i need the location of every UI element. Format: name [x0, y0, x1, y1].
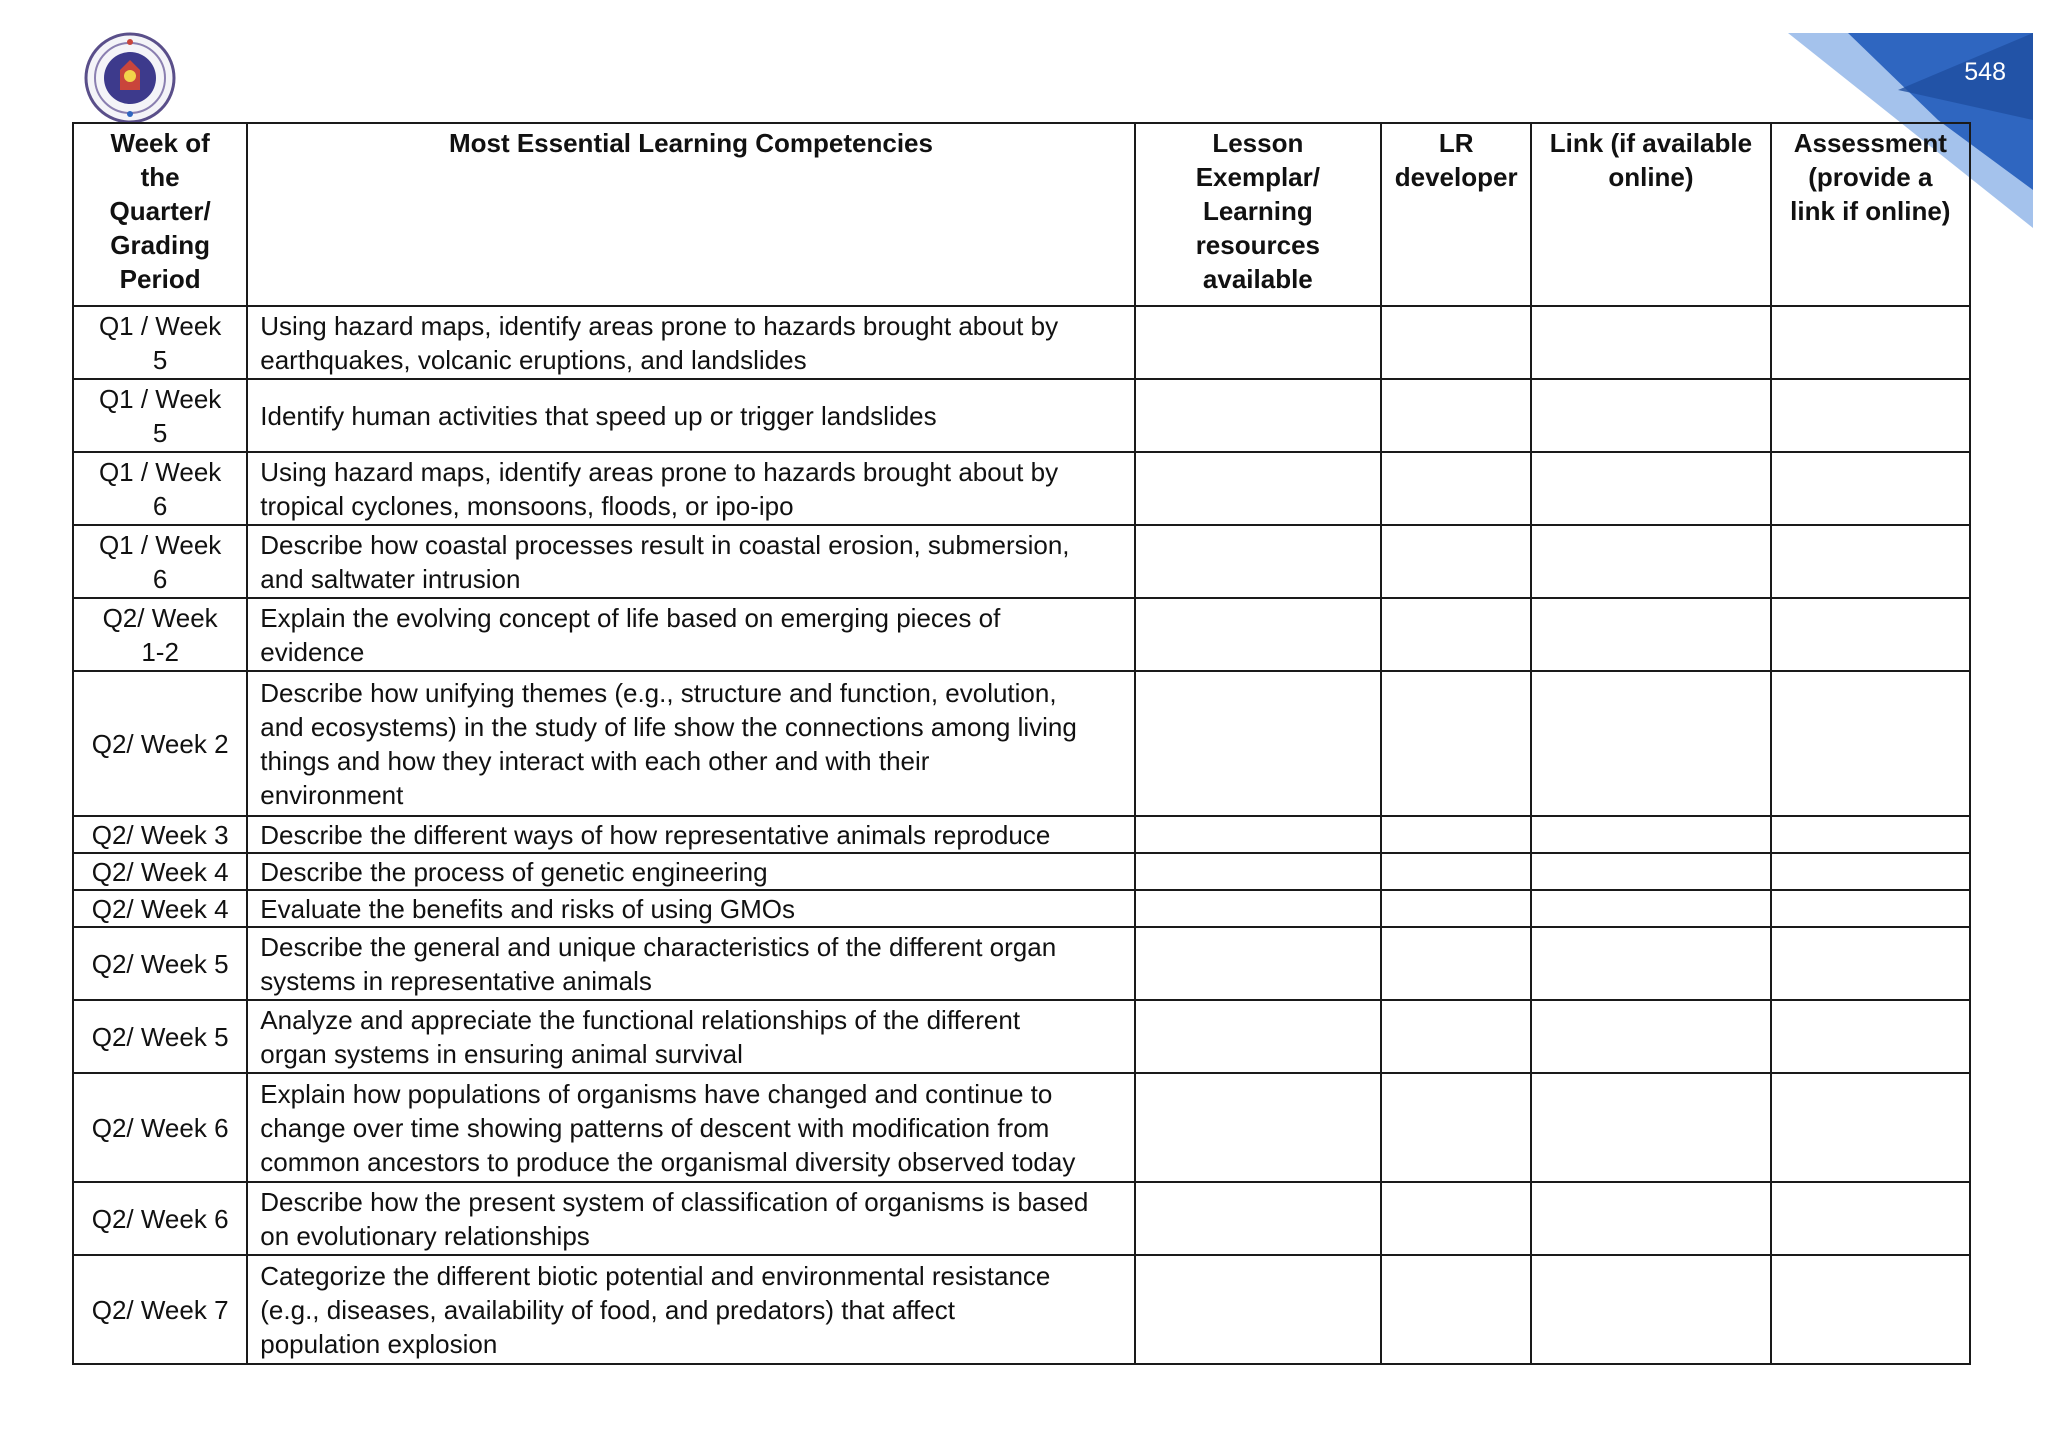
header-assessment: Assessment (provide a link if online) — [1771, 123, 1970, 306]
table-row — [73, 671, 1970, 816]
lesson-cell — [1135, 306, 1381, 379]
week-cell: Q1 / Week 5 — [73, 379, 247, 452]
lr-cell — [1381, 1073, 1531, 1182]
assessment-cell — [1771, 525, 1970, 598]
table-row — [73, 927, 1970, 1000]
lesson-cell — [1135, 816, 1381, 853]
week-cell: Q1 / Week 6 — [73, 525, 247, 598]
link-cell — [1531, 853, 1770, 890]
link-cell — [1531, 927, 1770, 1000]
header-lesson-exemplar: Lesson Exemplar/ Learning resources available — [1135, 123, 1381, 306]
lesson-cell — [1135, 379, 1381, 452]
competency-cell: Describe the different ways of how representative animals reproduce — [247, 816, 1134, 853]
lr-cell — [1381, 1000, 1531, 1073]
link-cell — [1531, 1182, 1770, 1255]
competency-cell: Identify human activities that speed up or trigger landslides — [247, 379, 1134, 452]
competency-cell: Explain how populations of organisms have changed and continue to change over time showing patterns of descent with modification from common ancestors to produce the organismal diversity observed today — [247, 1073, 1134, 1182]
lr-cell — [1381, 452, 1531, 525]
lr-cell — [1381, 598, 1531, 671]
lr-cell — [1381, 1255, 1531, 1364]
assessment-cell — [1771, 1182, 1970, 1255]
week-cell: Q2/ Week 3 — [73, 816, 247, 853]
week-cell: Q2/ Week 6 — [73, 1182, 247, 1255]
table-row — [73, 1255, 1970, 1364]
competency-cell: Using hazard maps, identify areas prone to hazards brought about by tropical cyclones, monsoons, floods, or ipo-ipo — [247, 452, 1134, 525]
assessment-cell — [1771, 598, 1970, 671]
header-competency: Most Essential Learning Competencies — [247, 123, 1134, 306]
week-cell: Q2/ Week 4 — [73, 853, 247, 890]
lr-cell — [1381, 853, 1531, 890]
lr-cell — [1381, 816, 1531, 853]
assessment-cell — [1771, 306, 1970, 379]
competencies-table — [72, 122, 1971, 1365]
lr-cell — [1381, 379, 1531, 452]
lr-cell — [1381, 306, 1531, 379]
lr-cell — [1381, 525, 1531, 598]
week-cell: Q2/ Week 5 — [73, 927, 247, 1000]
link-cell — [1531, 816, 1770, 853]
table-row — [73, 525, 1970, 598]
assessment-cell — [1771, 1255, 1970, 1364]
week-cell: Q2/ Week 5 — [73, 1000, 247, 1073]
lr-cell — [1381, 927, 1531, 1000]
header-week: Week of the Quarter/ Grading Period — [73, 123, 247, 306]
lesson-cell — [1135, 890, 1381, 927]
lesson-cell — [1135, 598, 1381, 671]
week-cell: Q2/ Week 2 — [73, 671, 247, 816]
week-cell: Q2/ Week 6 — [73, 1073, 247, 1182]
lesson-cell — [1135, 1255, 1381, 1364]
competency-cell: Analyze and appreciate the functional relationships of the different organ systems in ensuring animal survival — [247, 1000, 1134, 1073]
lr-cell — [1381, 1182, 1531, 1255]
competency-cell: Describe how coastal processes result in coastal erosion, submersion, and saltwater intrusion — [247, 525, 1134, 598]
lr-cell — [1381, 671, 1531, 816]
link-cell — [1531, 1073, 1770, 1182]
header-lr-developer: LR developer — [1381, 123, 1531, 306]
table-row — [73, 1000, 1970, 1073]
assessment-cell — [1771, 853, 1970, 890]
competency-cell: Describe the general and unique characteristics of the different organ systems in representative animals — [247, 927, 1134, 1000]
competency-cell: Explain the evolving concept of life based on emerging pieces of evidence — [247, 598, 1134, 671]
table-row — [73, 379, 1970, 452]
link-cell — [1531, 379, 1770, 452]
week-cell: Q2/ Week 7 — [73, 1255, 247, 1364]
link-cell — [1531, 1255, 1770, 1364]
link-cell — [1531, 525, 1770, 598]
competency-cell: Categorize the different biotic potential and environmental resistance (e.g., diseases, availability of food, and predators) that affect population explosion — [247, 1255, 1134, 1364]
table-row — [73, 816, 1970, 853]
lesson-cell — [1135, 853, 1381, 890]
competency-cell: Describe the process of genetic engineering — [247, 853, 1134, 890]
lr-cell — [1381, 890, 1531, 927]
competency-cell: Describe how unifying themes (e.g., structure and function, evolution, and ecosystems) in the study of life show the connections among living things and how they interact with each other and with their environment — [247, 671, 1134, 816]
week-cell: Q2/ Week 1-2 — [73, 598, 247, 671]
table-header-row — [73, 123, 1970, 306]
lesson-cell — [1135, 452, 1381, 525]
week-cell: Q1 / Week 5 — [73, 306, 247, 379]
table-row — [73, 452, 1970, 525]
link-cell — [1531, 598, 1770, 671]
week-cell: Q2/ Week 4 — [73, 890, 247, 927]
lesson-cell — [1135, 525, 1381, 598]
lesson-cell — [1135, 671, 1381, 816]
competency-cell: Describe how the present system of classification of organisms is based on evolutionary relationships — [247, 1182, 1134, 1255]
header-link: Link (if available online) — [1531, 123, 1770, 306]
table-row — [73, 1182, 1970, 1255]
page-number: 548 — [1964, 58, 2006, 86]
table-row — [73, 598, 1970, 671]
competency-cell: Evaluate the benefits and risks of using GMOs — [247, 890, 1134, 927]
assessment-cell — [1771, 671, 1970, 816]
link-cell — [1531, 306, 1770, 379]
assessment-cell — [1771, 1073, 1970, 1182]
link-cell — [1531, 1000, 1770, 1073]
deped-seal-icon — [84, 32, 176, 124]
assessment-cell — [1771, 1000, 1970, 1073]
table-row — [73, 1073, 1970, 1182]
link-cell — [1531, 671, 1770, 816]
assessment-cell — [1771, 452, 1970, 525]
table-row — [73, 853, 1970, 890]
assessment-cell — [1771, 890, 1970, 927]
week-cell: Q1 / Week 6 — [73, 452, 247, 525]
link-cell — [1531, 890, 1770, 927]
table-row — [73, 890, 1970, 927]
table-row — [73, 306, 1970, 379]
competency-cell: Using hazard maps, identify areas prone to hazards brought about by earthquakes, volcanic eruptions, and landslides — [247, 306, 1134, 379]
lesson-cell — [1135, 927, 1381, 1000]
link-cell — [1531, 452, 1770, 525]
assessment-cell — [1771, 816, 1970, 853]
lesson-cell — [1135, 1073, 1381, 1182]
assessment-cell — [1771, 927, 1970, 1000]
lesson-cell — [1135, 1000, 1381, 1073]
lesson-cell — [1135, 1182, 1381, 1255]
assessment-cell — [1771, 379, 1970, 452]
